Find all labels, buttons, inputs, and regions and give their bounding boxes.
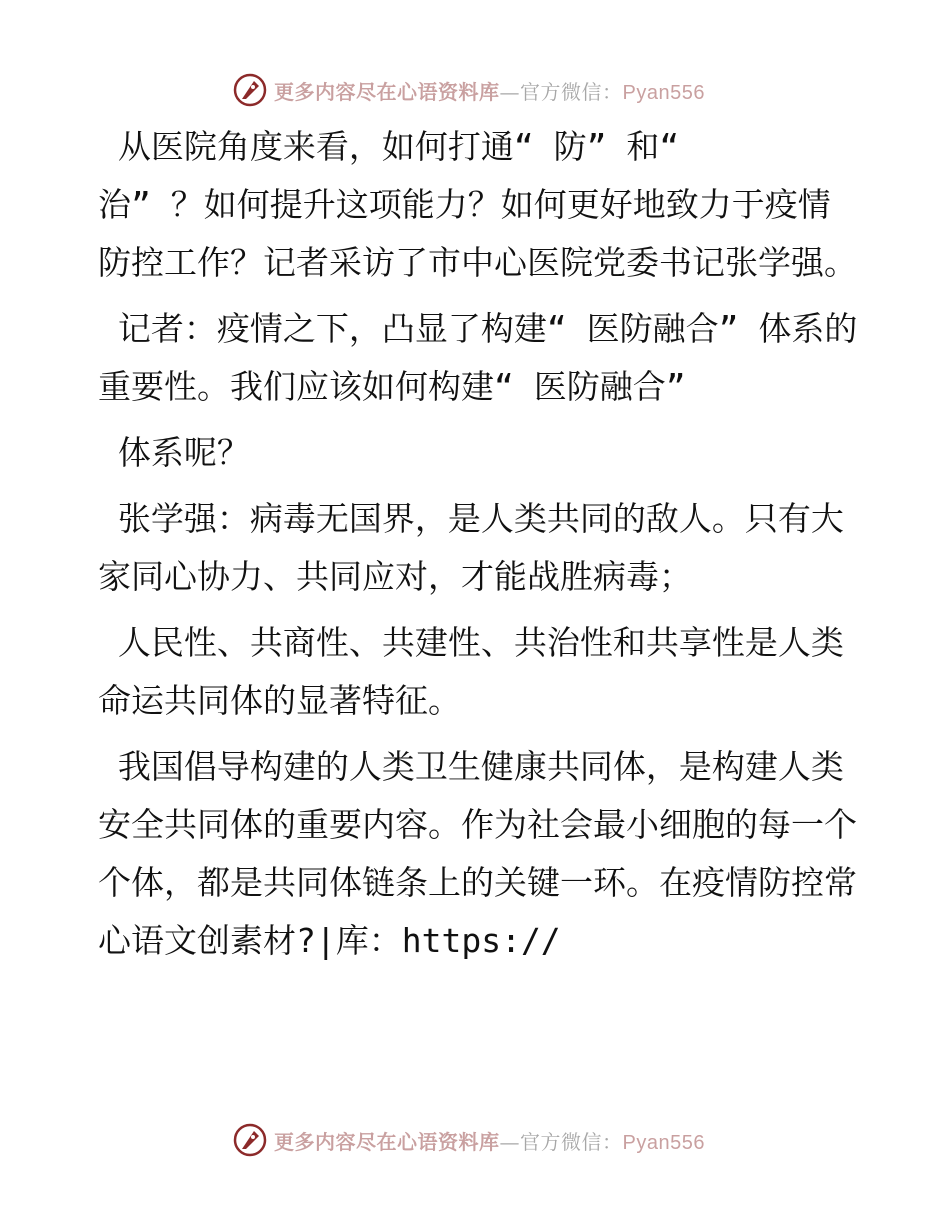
footer-site-name: 更多内容尽在心语资料库 [274,1129,500,1154]
header-site-name: 更多内容尽在心语资料库 [274,79,500,104]
document-body [98,118,858,970]
footer-banner-text [274,1126,705,1155]
paragraph: 我国倡导构建的人类卫生健康共同体，是构建人类安全共同体的重要内容。作为社会最小细胞的每一个个体，都是共同体链条上的关键一环。在疫情防控常心语文创素材?|库：https:// [98,747,857,960]
pen-nib-logo-icon [232,72,268,108]
paragraph: 张学强：病毒无国界，是人类共同的敌人。只有大家同心协力、共同应对，才能战胜病毒； [98,499,844,596]
header-wechat-label: 官方微信： [520,79,623,104]
footer-wechat-label: 官方微信： [520,1129,623,1154]
footer-dash: — [499,1129,520,1154]
paragraph: 治” ？如何提升这项能力？如何更好地致力于疫情防控工作？记者采访了市中心医院党委书记张学强。 [98,185,857,282]
header-wechat-id: Pyan556 [622,81,705,104]
paragraph: 人民性、共商性、共建性、共治性和共享性是人类命运共同体的显著特征。 [98,623,844,720]
header-banner [232,70,705,110]
paragraph: 记者：疫情之下，凸显了构建“ 医防融合” 体系的重要性。我们应该如何构建“ 医防融合” [98,309,858,406]
paragraph: 体系呢？ [98,433,250,472]
paragraph: 从医院角度来看，如何打通“ 防” 和“ [98,127,680,166]
footer-banner [232,1120,705,1160]
header-banner-text [274,76,705,105]
header-dash: — [499,79,520,104]
pen-nib-logo-icon [232,1122,268,1158]
footer-wechat-id: Pyan556 [622,1131,705,1154]
